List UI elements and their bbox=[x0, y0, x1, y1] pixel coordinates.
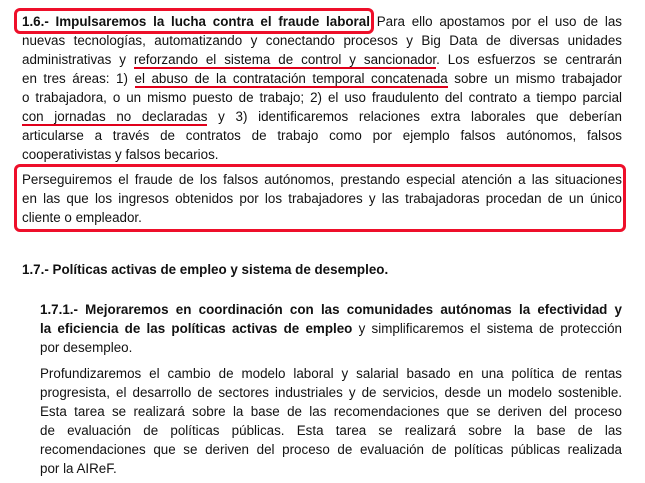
underlined-phrase: el abuso de la contratación temporal concatenada bbox=[134, 71, 448, 86]
text-line: en tres áreas: 1) el abuso de la contratación temporal concatenada sobre un mismo trabajador bbox=[22, 71, 622, 86]
text-line: por desempleo. bbox=[40, 340, 133, 355]
text-line: 1.7.1.- Mejoraremos en coordinación con las comunidades autónomas la efectividad y bbox=[40, 302, 622, 317]
profundizaremos-paragraph bbox=[40, 364, 622, 478]
text-line: cliente o empleador. bbox=[22, 210, 142, 225]
text-line: administrativas y reforzando el sistema de control y sancionador. Los esfuerzos se centrarán bbox=[22, 52, 622, 67]
underlined-phrase: con jornadas no declaradas bbox=[22, 109, 208, 124]
section-1-7-1-paragraph bbox=[40, 300, 622, 357]
text-line: cooperativistas y falsos becarios. bbox=[22, 147, 219, 162]
text-line: articularse a través de contratos de trabajo como por ejemplo falsos autónomos, falsos bbox=[22, 128, 622, 143]
falsos-autonomos-paragraph bbox=[22, 170, 622, 227]
text-line: nuevas tecnologías, automatizando y conectando procesos y Big Data de diversas unidades bbox=[22, 33, 622, 48]
text-line: por la AIReF. bbox=[40, 461, 117, 476]
text-line: Esta tarea se realizará sobre la base de las recomendaciones que se deriven del proceso bbox=[40, 404, 622, 419]
text-line: o trabajadora, o un mismo puesto de trabajo; 2) el uso fraudulento del contrato a tiempo parcial bbox=[22, 90, 622, 105]
text-line: en las que los ingresos obtenidos por los trabajadores y las trabajadoras procedan de un único bbox=[22, 191, 622, 206]
text-line: Profundizaremos el cambio de modelo laboral y salarial basado en una política de rentas bbox=[40, 366, 622, 381]
text-line: la eficiencia de las políticas activas de empleo y simplificaremos el sistema de protección bbox=[40, 321, 623, 336]
text-line: 1.6.- Impulsaremos la lucha contra el fraude laboral Para ello apostamos por el uso de las bbox=[22, 14, 622, 29]
text-line: de evaluación de políticas públicas. Esta tarea se realizará sobre la base de las bbox=[40, 423, 622, 438]
text-line: progresista, el desarrollo de sectores industriales y de servicios, desde un modelo sostenible. bbox=[40, 385, 622, 400]
text-line: recomendaciones que se deriven del proceso de evaluación de políticas públicas realizada bbox=[40, 442, 622, 457]
section-1-6-paragraph bbox=[22, 12, 622, 164]
section-1-6-title: 1.6.- Impulsaremos la lucha contra el fraude laboral bbox=[22, 14, 370, 29]
text-line: Perseguiremos el fraude de los falsos autónomos, prestando especial atención a las situaciones bbox=[22, 172, 622, 187]
section-1-7-heading: 1.7.- Políticas activas de empleo y sistema de desempleo. bbox=[22, 262, 389, 277]
underlined-phrase: reforzando el sistema de control y sancionador bbox=[133, 52, 437, 67]
text-line: con jornadas no declaradas y 3) identificaremos relaciones extra laborales que deberían bbox=[22, 109, 622, 124]
